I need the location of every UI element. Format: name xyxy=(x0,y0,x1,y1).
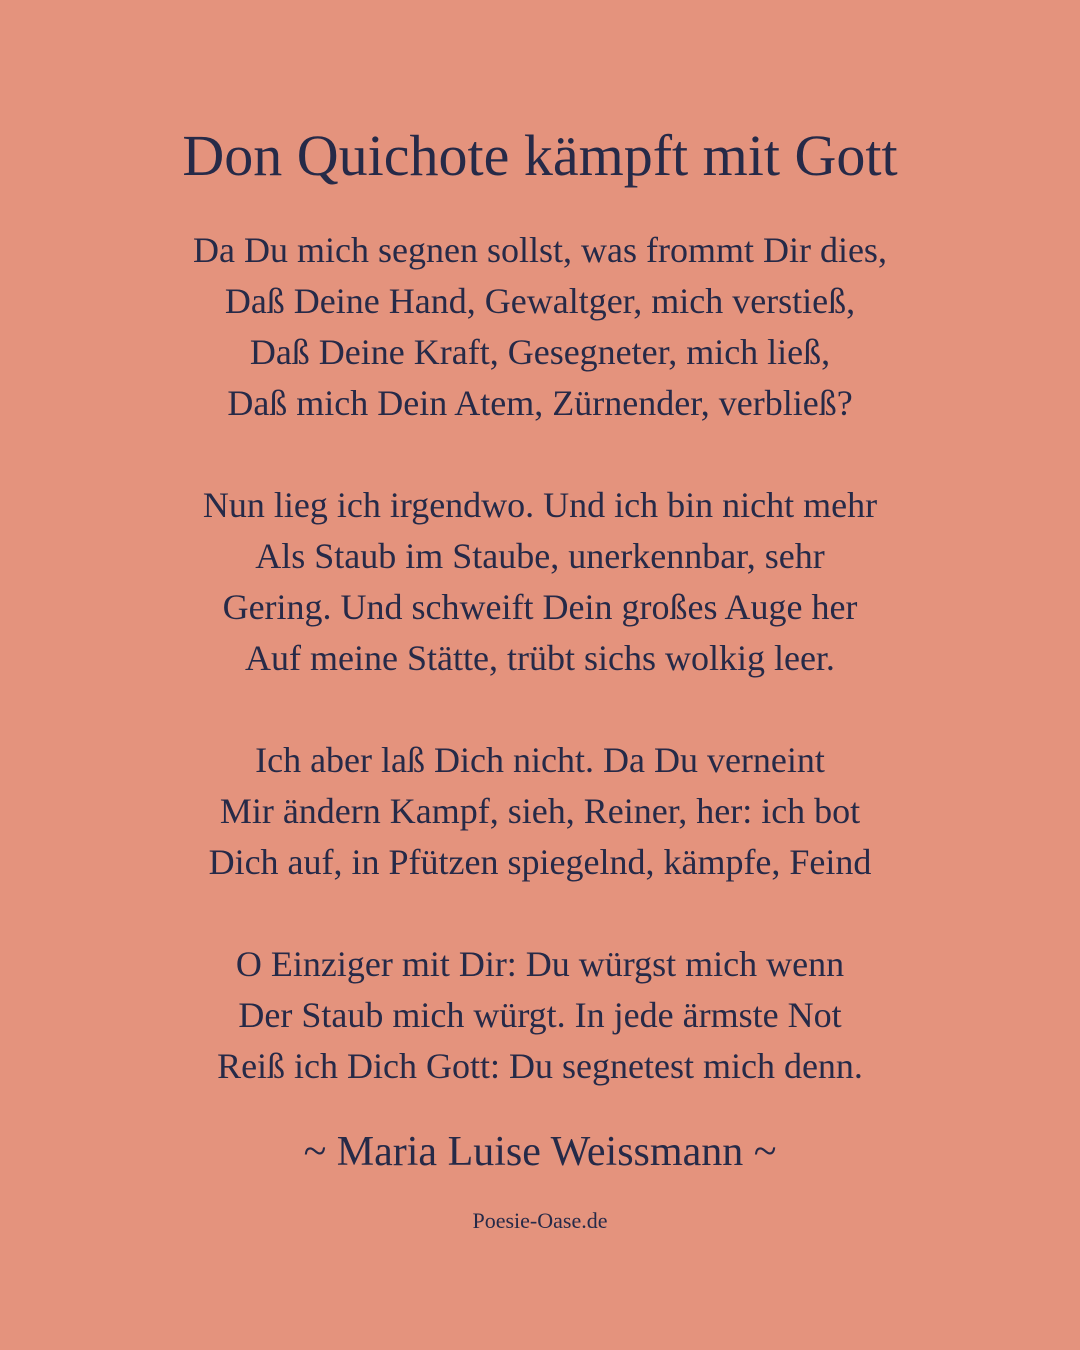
poem-line: Auf meine Stätte, trübt sichs wolkig leer. xyxy=(245,638,835,678)
poem-line: Da Du mich segnen sollst, was frommt Dir dies, xyxy=(193,230,887,270)
stanza-4 xyxy=(0,939,1080,1092)
stanza-1 xyxy=(0,225,1080,429)
poem-line: Daß Deine Kraft, Gesegneter, mich ließ, xyxy=(249,332,831,372)
poem-line: Daß Deine Hand, Gewaltger, mich verstieß, xyxy=(224,281,856,321)
poem-line: O Einziger mit Dir: Du würgst mich wenn xyxy=(235,944,845,984)
stanza-3 xyxy=(0,735,1080,888)
poem-line: Als Staub im Staube, unerkennbar, sehr xyxy=(255,536,825,576)
poem-line: Dich auf, in Pfützen spiegelnd, kämpfe, Feind xyxy=(208,842,872,882)
source-watermark: Poesie-Oase.de xyxy=(472,1208,608,1233)
poem-line: Mir ändern Kampf, sieh, Reiner, her: ich bot xyxy=(219,791,861,831)
poem-line: Daß mich Dein Atem, Zürnender, verbließ? xyxy=(227,383,853,423)
stanza-2 xyxy=(0,480,1080,684)
poem-line: Gering. Und schweift Dein großes Auge her xyxy=(222,587,858,627)
poem-line: Reiß ich Dich Gott: Du segnetest mich denn. xyxy=(217,1046,863,1086)
poem-title: Don Quichote kämpft mit Gott xyxy=(182,123,898,188)
poem-line: Nun lieg ich irgendwo. Und ich bin nicht mehr xyxy=(202,485,878,525)
poem-author: ~ Maria Luise Weissmann ~ xyxy=(303,1129,777,1175)
poem-line: Der Staub mich würgt. In jede ärmste Not xyxy=(238,995,842,1035)
poem-line: Ich aber laß Dich nicht. Da Du verneint xyxy=(255,740,825,780)
